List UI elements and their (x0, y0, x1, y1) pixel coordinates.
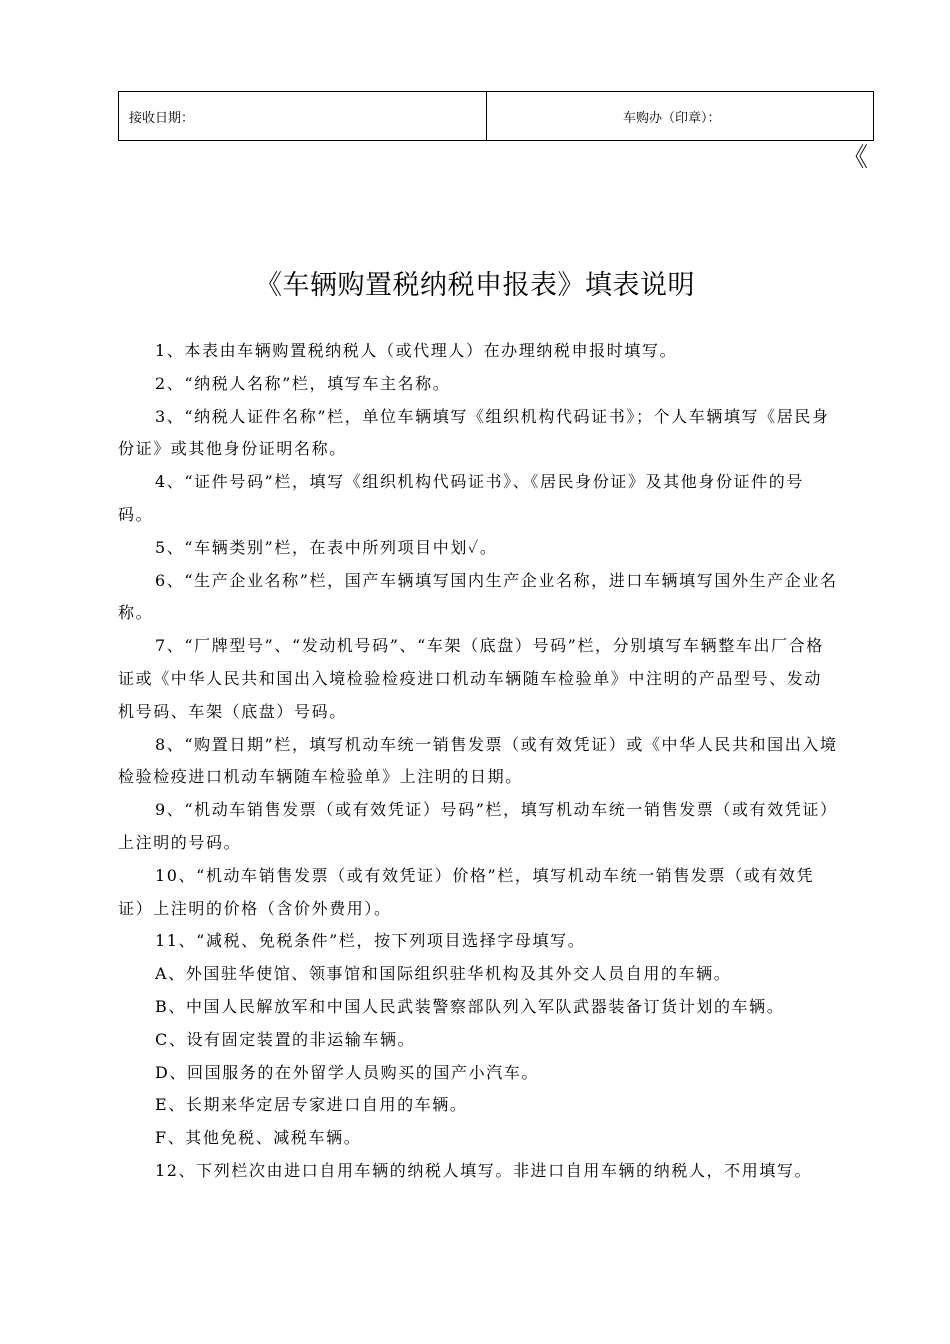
exemption-item: E、长期来华定居专家进口自用的车辆。 (155, 1095, 468, 1115)
instruction-paragraph: 9、“机动车销售发票（或有效凭证）号码”栏，填写机动车统一销售发票（或有效凭证）上注明的号码。 (118, 800, 838, 852)
instruction-paragraph: 8、“购置日期”栏，填写机动车统一销售发票（或有效凭证）或《中华人民共和国出入境检验检疫进口机动车辆随车检验单》上注明的日期。 (118, 734, 838, 787)
exemption-item: B、中国人民解放军和中国人民武装警察部队列入军队武器装备订货计划的车辆。 (155, 996, 785, 1016)
instruction-paragraph: 10、“机动车销售发票（或有效凭证）价格”栏，填写机动车统一销售发票（或有效凭证）上注明的价格（含价外费用）。 (118, 865, 815, 918)
instruction-paragraph: 11、“减税、免税条件”栏，按下列项目选择字母填写。 (155, 931, 586, 951)
exemption-item: F、其他免税、减税车辆。 (155, 1128, 362, 1148)
instruction-paragraph: 2、“纳税人名称”栏，填写车主名称。 (155, 373, 451, 393)
page-title: 《车辆购置税纳税申报表》填表说明 (255, 270, 695, 301)
stray-bracket-mark: 《 (842, 143, 869, 173)
instruction-paragraph: 1、本表由车辆购置税纳税人（或代理人）在办理纳税申报时填写。 (155, 341, 678, 360)
instruction-paragraph: 5、“车辆类别”栏，在表中所列项目中划✓。 (155, 537, 498, 557)
receipt-table (118, 91, 874, 141)
instruction-paragraph: 6、“生产企业名称”栏，国产车辆填写国内生产企业名称，进口车辆填写国外生产企业名称。 (118, 570, 838, 623)
exemption-item: D、回国服务的在外留学人员购买的国产小汽车。 (155, 1062, 540, 1082)
instruction-paragraph: 7、“厂牌型号”、“发动机号码”、“车架（底盘）号码”栏，分别填写车辆整车出厂合格证或《中华人民共和国出入境检验检疫进口机动车辆随车检验单》中注明的产品型号、发动机号码、车架（底盘）号码。 (118, 636, 824, 721)
instruction-paragraph: 12、下列栏次由进口自用车辆的纳税人填写。非进口自用车辆的纳税人，不用填写。 (155, 1160, 813, 1180)
instructions-body (118, 335, 838, 1188)
instruction-paragraph: 4、“证件号码”栏，填写《组织机构代码证书》、《居民身份证》及其他身份证件的号码。 (118, 472, 804, 524)
exemption-item: C、设有固定装置的非运输车辆。 (155, 1029, 416, 1049)
receive-date-label: 接收日期： (129, 110, 195, 126)
instruction-paragraph: 3、“纳税人证件名称”栏，单位车辆填写《组织机构代码证书》；个人车辆填写《居民身份证》或其他身份证明名称。 (118, 406, 830, 459)
exemption-item: A、外国驻华使馆、领事馆和国际组织驻华机构及其外交人员自用的车辆。 (155, 964, 732, 984)
receive-date-cell (119, 92, 487, 140)
office-seal-cell (487, 92, 873, 140)
office-seal-label: 车购办（印章）： (623, 110, 721, 126)
